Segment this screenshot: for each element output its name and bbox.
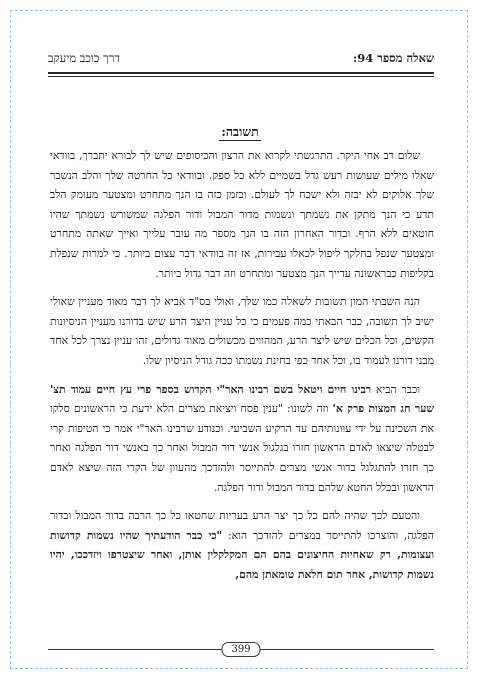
paragraph-2 <box>50 292 434 370</box>
section-title-text: תשובה: <box>221 124 259 139</box>
paragraph-4-text: והטעם לכך שהיה להם כל כך יצר הרע בעריות שחטאו כל כך הרבה בדור המבול ובדור הפלגה, והוצרכו להתייסר במצרים להזדכך הוא: <box>50 509 435 542</box>
paragraph-4 <box>50 506 434 584</box>
paragraph-1-text: שלום רב אחי היקר. התרגשתי לקרוא את הרצון והכיסופים שיש לך לבורא יתברך, בוודאי שאלו מילים שעושות רעש גדל בשמיים ללא כל ספק. ובוודאי כל החרטה שלך והלב הנשבר שלך אלוקים לא יבזה ולא ישכח לך לעולם. ובזמן כזה בו הנך מתחרט ומצטער מעומק הלב תדע כי הנך מתקן את נשמתך ונשמות מדור המבול ודור הפלגה שמשורש נשמתך שהיו חוטאים ללא הרף. ובדור האחרון הזה בו הנך מספר מה עובר עלייך ואייך שאתה מתחרט ומצטער שנפל בחלקך ליפול לכאלו עבירות, אז זה בוודאי דבר עצום ביותר. כי למרות שנפלת בקליפות כבראשונה עדייך הנך מצטער ומתחרט וזה דבר גדול ביותר. <box>50 149 434 280</box>
paragraph-3-text: וזה לשונו: "ענין פסח ויציאת מצרים הלא ידעת כי הראשונים סלקו את השכינה על ידי עוונותיהם עד הרקיע השביעי. וכנודע שרבינו האר"י אמר כי הטיפות קרי לבטלה שיצאו לאדם הראשון חזרו בגלגול אנשי דור המבול ואחר כך באנשי דור הפלגה ואחר כך חזרו להתגלגל בדור אנשי מצרים להתייסר ולהזדכך מהעוון של הקרי הזה שיצא לאדם הראשון ובכלל החטא שלהם בדור המבול ודור הפלגה. <box>50 402 434 494</box>
body-text <box>50 146 434 593</box>
question-number: שאלה מספר 94: <box>352 51 434 65</box>
section-title <box>0 124 480 140</box>
paragraph-2-text: הנה השבתי המון תשובות לשאלה כמו שלך, ואולי בס"ד אביא לך דבר מאוד מעניין שאולי ישיב לך תשובה, כבר הבאתי כמה פעמים כי כל עניין היצר הרע שיש בדורנו מעניין הניסיונות הקשים, וכל הכלים שיש ליצר הרע, המהווים מכשולים מאוד גדולים, זהו עניין נצרך לכל אחד מבני דורנו לעמוד בו, וכל אחד כפי בחינת נשמתו ככה גודל הניסיון שלו. <box>50 295 434 367</box>
paragraph-4-quote: "כי כבר הודעתיך שהיו נשמות קדושות ועצומות, רק שאחיות החיצונים בהם הם המקלקלין אותן, ואחר שיצטרפו ויזדככו, יהיו נשמות קדושות, אחר תום חלאת טומאתן מהם, <box>50 528 434 581</box>
paragraph-3-pre: וכבר הביא <box>371 382 420 396</box>
paragraph-3-source: רבינו חיים ויטאל בשם רבינו האר"י הקדוש בספר פרי עץ חיים עמוד תצ' שער חג המצות פרק א' <box>50 382 434 416</box>
paragraph-1 <box>50 146 434 283</box>
page-number: 399 <box>221 642 260 657</box>
paragraph-3 <box>50 380 434 498</box>
book-title: דרך כוכב מיעקב <box>48 51 120 65</box>
page-footer <box>48 642 434 658</box>
header-rule <box>48 72 434 74</box>
running-header <box>48 49 434 71</box>
header-rule-thin <box>48 76 434 77</box>
